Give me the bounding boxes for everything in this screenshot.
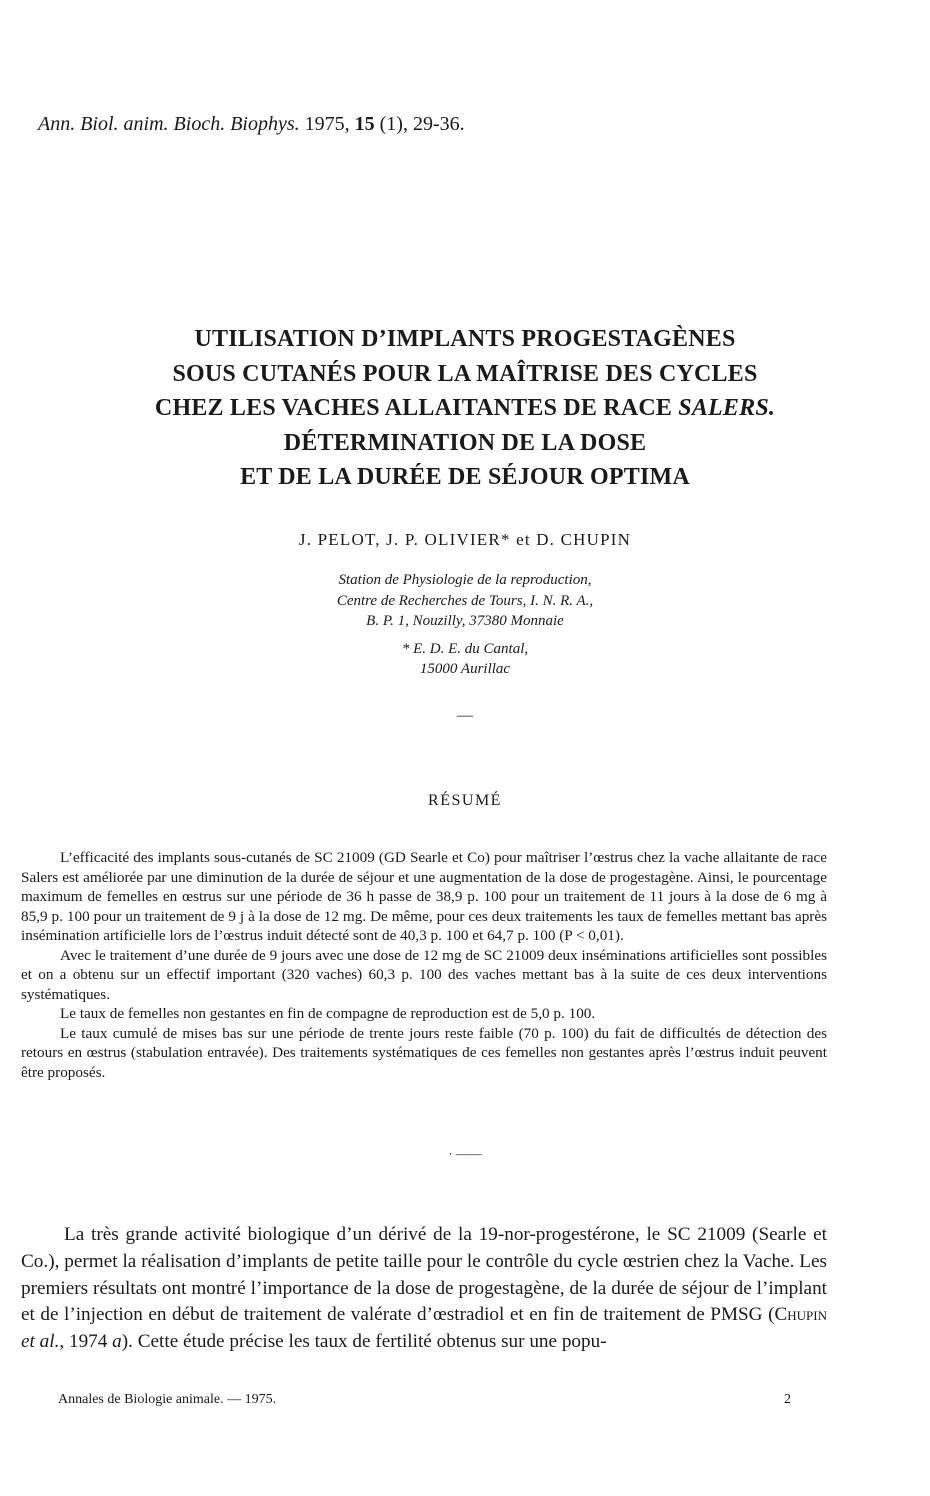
summary-text xyxy=(21,848,827,1082)
reference-letter: a xyxy=(112,1331,122,1353)
affiliation-line-1: Station de Physiologie de la reproduction, xyxy=(338,572,592,588)
separator-dash: — xyxy=(457,707,473,724)
body-part-1: La très grande activité biologique d’un dérivé de la 19-nor-progestérone, le SC 21009 (Searle et Co.), permet la réalisation d’implants de petite taille pour le contrôle du cycle œstrien chez la Vache. Les premiers résultats ont montré l’importance de la dose de progestagène, de la durée de séjour de l’implant et de l’injection en début de traitement de valérate d’œstradiol et en fin de traitement de PMSG ( xyxy=(21,1224,827,1326)
affiliation-line-3: B. P. 1, Nouzilly, 37380 Monnaie xyxy=(366,613,564,629)
title-line-3-main: CHEZ LES VACHES ALLAITANTES DE RACE xyxy=(154,395,679,421)
footer-journal: Annales de Biologie animale. — 1975. xyxy=(58,1392,277,1407)
summary-paragraph-4: Le taux cumulé de mises bas sur une période de trente jours reste faible (70 p. 100) du fait de difficultés de détection des retours en œstrus (stabulation entravée). Des traitements systématiques de ces femelles non gestantes après l’œstrus induit peuvent être proposés. xyxy=(21,1024,827,1081)
summary-paragraph-2: Avec le traitement d’une durée de 9 jours avec une dose de 12 mg de SC 21009 deux inséminations artificielles sont possibles et on a obtenu sur un effectif important (320 vaches) 60,3 p. 100 des vaches mettant bas à la suite de ces deux interventions systématiques. xyxy=(21,946,827,1003)
affiliations xyxy=(0,570,930,680)
title-line-5: ET DE LA DURÉE DE SÉJOUR OPTIMA xyxy=(240,464,690,490)
citation-volume: 15 xyxy=(354,113,375,135)
separator-after-summary: · —— xyxy=(448,1146,482,1161)
title-line-3-italic: SALERS. xyxy=(678,395,776,421)
title-line-2: SOUS CUTANÉS POUR LA MAÎTRISE DES CYCLES xyxy=(172,360,758,387)
citation-year: 1975, xyxy=(304,113,350,135)
summary-paragraph-1: L’efficacité des implants sous-cutanés de SC 21009 (GD Searle et Co) pour maîtriser l’œstrus chez la vache allaitante de race Salers est améliorée par une diminution de la durée de séjour et une augmentation de la dose de progestagène. Ainsi, le pourcentage maximum de femelles en œstrus sur une période de 36 h passe de 38,9 p. 100 pour un traitement de 11 jours à la dose de 6 mg à 85,9 p. 100 pour un traitement de 9 j à la dose de 12 mg. De même, pour ces deux traitements les taux de femelles mettant bas après insémination artificielle lors de l’œstrus induit détecté sont de 40,3 p. 100 et 64,7 p. 100 (P < 0,01). xyxy=(21,849,827,944)
affiliation-line-4: * E. D. E. du Cantal, xyxy=(401,640,529,657)
citation-issue-pages: (1), 29-36. xyxy=(379,113,465,135)
affiliation-line-2: Centre de Recherches de Tours, I. N. R. A., xyxy=(336,592,594,609)
body-part-2: ). Cette étude précise les taux de fertilité obtenus sur une popu- xyxy=(121,1331,607,1353)
resume-heading: RÉSUMÉ xyxy=(428,792,502,809)
affiliation-line-5: 15000 Aurillac xyxy=(419,661,511,677)
paper-title xyxy=(0,322,930,495)
title-line-3 xyxy=(0,391,930,426)
title-line-1: UTILISATION D’IMPLANTS PROGESTAGÈNES xyxy=(194,326,736,352)
author-list: J. PELOT, J. P. OLIVIER* et D. CHUPIN xyxy=(298,530,632,549)
journal-citation xyxy=(38,113,465,136)
body-text xyxy=(21,1222,827,1356)
reference-author: Chupin xyxy=(774,1304,827,1326)
page-number: 2 xyxy=(784,1392,791,1407)
title-line-4: DÉTERMINATION DE LA DOSE xyxy=(283,429,647,456)
reference-year: , 1974 xyxy=(59,1331,113,1353)
journal-name: Ann. Biol. anim. Bioch. Biophys. xyxy=(38,113,300,135)
summary-paragraph-3: Le taux de femelles non gestantes en fin de compagne de reproduction est de 5,0 p. 100. xyxy=(60,1005,596,1022)
reference-etal: et al. xyxy=(21,1331,60,1353)
body-paragraph xyxy=(21,1222,827,1356)
